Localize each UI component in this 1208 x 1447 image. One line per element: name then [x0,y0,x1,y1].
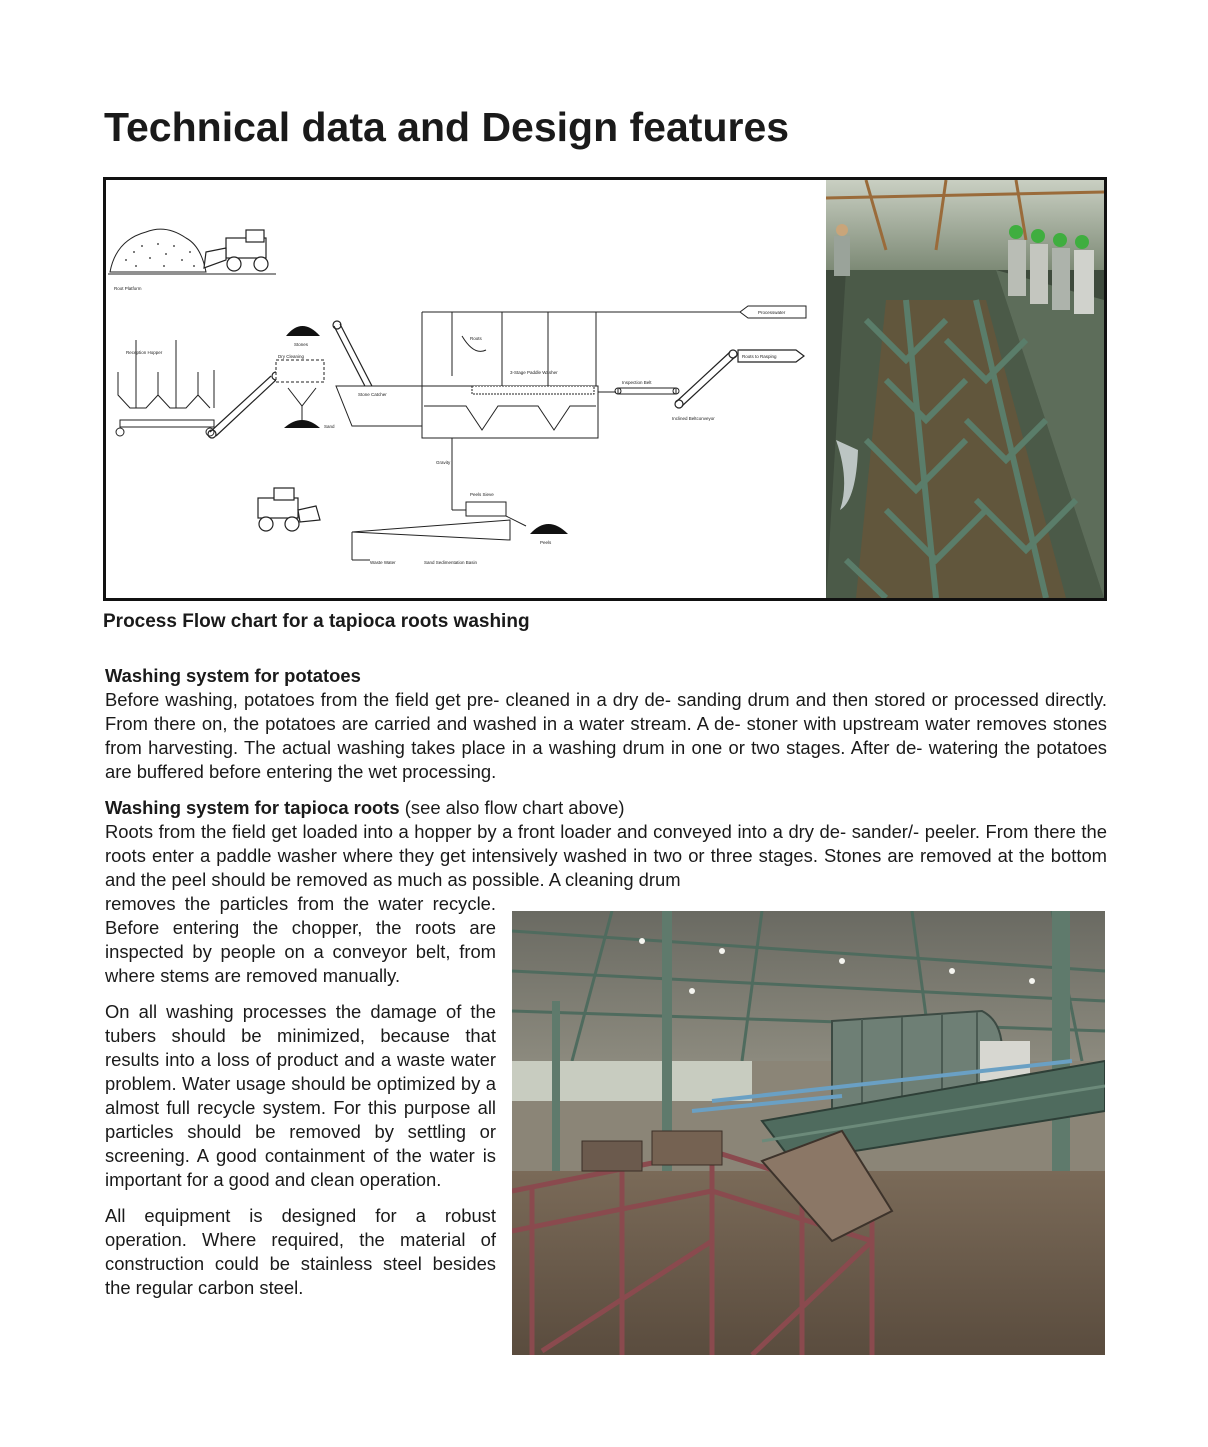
stones-pile-icon [286,326,320,336]
root-pile-icon [110,229,206,272]
section-potatoes-text: Before washing, potatoes from the field get pre- cleaned in a dry de- sanding drum and then stored or processed directly. From there on, the potatoes are carried and washed in a water stream. A de- stoner with upstream water removes stones from harvesting. The actual washing takes place in a washing drum in one or two stages. After de- watering the potatoes are buffered before entering the wet processing. [105,689,1107,782]
label-peels: Peels [540,540,552,545]
label-roots-to-rasping: Roots to Rasping [742,354,777,359]
process-flow-diagram [106,180,824,598]
label-inspection-belt: Inspection Belt [622,380,652,385]
label-sand-sedimentation: Sand Sedimentation Basin [424,560,478,565]
section-tapioca [105,796,1107,892]
section-tapioca-heading-line [105,796,1107,820]
washing-plant-photo [512,911,1105,1355]
left-text-column [105,892,496,1312]
sand-pile-icon [284,420,320,428]
section-tapioca-text: Roots from the field get loaded into a hopper by a front loader and conveyed into a dry de- sander/- peeler. From there the roots enter a paddle washer where they get intensively washed in two or three stages. Stones are removed at the bottom and the peel should be removed as much as possible. A cleaning drum [105,821,1107,890]
label-root-platform: Root Platform [114,286,142,291]
section-potatoes [105,664,1107,784]
dry-cleaning-drum-icon [276,360,324,420]
section-potatoes-heading: Washing system for potatoes [105,665,361,686]
label-waste-water: Waste Water [370,560,396,565]
figure-caption: Process Flow chart for a tapioca roots washing [103,611,530,632]
peels-pile-icon [530,524,568,534]
label-inclined-beltconveyor: Inclined Beltconveyor [672,416,715,421]
label-stone-catcher: Stone Catcher [358,392,387,397]
label-roots: Roots [470,336,482,341]
label-reception-hopper: Reception Hopper [126,350,163,355]
section-tapioca-heading: Washing system for tapioca roots [105,797,400,818]
label-paddle-washer: 3-Stage Paddle Washer [510,370,558,375]
label-sand: Sand [324,424,335,429]
label-stones: Stones [294,342,309,347]
label-process-water: Processwater [758,310,786,315]
page-title: Technical data and Design features [104,104,790,150]
paddle-washer-photo [826,180,1104,598]
process-figure [103,177,1107,601]
label-dry-cleaning: Dry Cleaning [278,354,305,359]
section-tapioca-para3: All equipment is designed for a robust operation. Where required, the material of construction could be stainless steel besides the regular carbon steel. [105,1205,496,1298]
section-tapioca-para2: On all washing processes the damage of the tubers should be minimized, because that results into a loss of product and a waste water problem. Water usage should be optimized by a almost full recycle system. For this purpose all particles should be removed by settling or screening. A good containment of the water is important for a good and clean operation. [105,1001,496,1190]
section-tapioca-heading-note: (see also flow chart above) [399,797,625,818]
section-tapioca-text-cont: removes the particles from the water recycle. Before entering the chopper, the roots are inspected by people on a conveyor belt, from where stems are removed manually. [105,893,496,986]
label-gravity: Gravity [436,460,451,465]
label-peels-sieve: Peels Sieve [470,492,494,497]
front-loader-bottom-icon [258,488,320,531]
front-loader-icon [204,230,268,271]
sedimentation-basin-icon [352,520,510,560]
